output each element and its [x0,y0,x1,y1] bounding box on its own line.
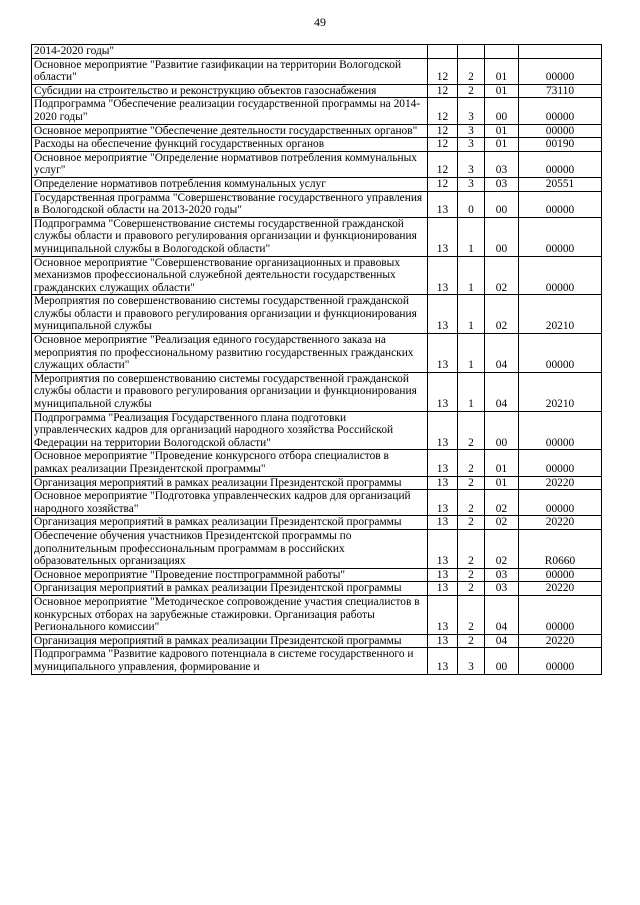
table-row [32,595,602,634]
table-row [32,490,602,516]
table-row [32,138,602,152]
row-description: Мероприятия по совершенствованию системы государственной гражданской службы области и правового регулирования организации и функционирования муниципальной службы [32,295,428,334]
code-subprogram: 1 [458,334,485,373]
code-activity: 03 [485,177,519,191]
code-program: 12 [428,177,458,191]
code-subprogram: 2 [458,634,485,648]
code-subprogram: 1 [458,372,485,411]
code-subprogram [458,45,485,59]
row-description: Организация мероприятий в рамках реализации Президентской программы [32,582,428,596]
code-program: 12 [428,124,458,138]
code-direction: 00000 [519,124,602,138]
row-description: Основное мероприятие "Совершенствование организационных и правовых механизмов профессиональной служебной деятельности государственных гражданских служащих области" [32,256,428,295]
code-program: 13 [428,372,458,411]
code-direction: 00000 [519,334,602,373]
row-description: Мероприятия по совершенствованию системы государственной гражданской службы области и правового регулирования организации и функционирования муниципальной службы [32,372,428,411]
table-row [32,58,602,84]
code-subprogram: 2 [458,450,485,476]
code-program: 12 [428,98,458,124]
code-activity: 00 [485,191,519,217]
table-row [32,98,602,124]
code-direction: 20220 [519,634,602,648]
code-subprogram: 2 [458,529,485,568]
table-row [32,151,602,177]
row-description: Организация мероприятий в рамках реализации Президентской программы [32,476,428,490]
table-row [32,450,602,476]
code-activity: 03 [485,568,519,582]
code-direction: 20220 [519,582,602,596]
code-direction: 73110 [519,84,602,98]
table-row [32,648,602,674]
code-program: 13 [428,256,458,295]
code-activity: 00 [485,98,519,124]
code-direction: 00000 [519,490,602,516]
table-row [32,295,602,334]
table-row [32,177,602,191]
row-description: Основное мероприятие "Методическое сопровождение участия специалистов в конкурсных отборах на зарубежные стажировки. Организация работы Регионального комиссии" [32,595,428,634]
code-direction: 20220 [519,476,602,490]
code-activity: 02 [485,256,519,295]
row-description: Определение нормативов потребления коммунальных услуг [32,177,428,191]
row-description: 2014-2020 годы" [32,45,428,59]
code-program: 13 [428,191,458,217]
table-row [32,582,602,596]
code-activity: 04 [485,334,519,373]
row-description: Подпрограмма "Совершенствование системы государственной гражданской службы области и правового регулирования организации и функционирования муниципальной службы в Вологодской области" [32,217,428,256]
code-activity: 00 [485,648,519,674]
code-program: 13 [428,490,458,516]
code-direction: 00190 [519,138,602,152]
code-subprogram: 0 [458,191,485,217]
row-description: Подпрограмма "Обеспечение реализации государственной программы на 2014-2020 годы" [32,98,428,124]
code-activity: 01 [485,138,519,152]
page-number: 49 [314,15,326,29]
code-direction: 00000 [519,191,602,217]
code-program [428,45,458,59]
code-activity: 01 [485,84,519,98]
code-program: 13 [428,568,458,582]
code-direction: 00000 [519,450,602,476]
table-row [32,124,602,138]
code-subprogram: 2 [458,411,485,450]
code-activity: 02 [485,529,519,568]
row-description: Основное мероприятие "Развитие газификации на территории Вологодской области" [32,58,428,84]
code-program: 13 [428,450,458,476]
table-row [32,217,602,256]
code-activity: 04 [485,372,519,411]
code-subprogram: 3 [458,124,485,138]
code-program: 12 [428,58,458,84]
code-direction: 00000 [519,411,602,450]
row-description: Организация мероприятий в рамках реализации Президентской программы [32,516,428,530]
code-program: 13 [428,516,458,530]
code-program: 13 [428,595,458,634]
code-subprogram: 2 [458,582,485,596]
code-subprogram: 1 [458,256,485,295]
code-program: 13 [428,334,458,373]
row-description: Организация мероприятий в рамках реализации Президентской программы [32,634,428,648]
code-activity: 02 [485,490,519,516]
code-direction: 00000 [519,217,602,256]
code-activity: 03 [485,582,519,596]
row-description: Государственная программа "Совершенствование государственного управления в Вологодской области на 2013-2020 годы" [32,191,428,217]
table-row [32,411,602,450]
code-activity: 01 [485,58,519,84]
code-subprogram: 2 [458,490,485,516]
row-description: Подпрограмма "Развитие кадрового потенциала в системе государственного и муниципального управления, формирование и [32,648,428,674]
row-description: Основное мероприятие "Обеспечение деятельности государственных органов" [32,124,428,138]
row-description: Основное мероприятие "Реализация единого государственного заказа на мероприятия по профессиональному развитию государственных гражданских служащих области" [32,334,428,373]
row-description: Обеспечение обучения участников Президентской программы по дополнительным профессиональным программам в российских образовательных организациях [32,529,428,568]
code-program: 13 [428,529,458,568]
code-subprogram: 2 [458,568,485,582]
code-activity [485,45,519,59]
table-row [32,334,602,373]
code-program: 13 [428,582,458,596]
code-direction: 00000 [519,648,602,674]
table-row [32,45,602,59]
code-activity: 01 [485,450,519,476]
code-activity: 02 [485,516,519,530]
table-row [32,476,602,490]
code-subprogram: 3 [458,138,485,152]
code-subprogram: 3 [458,177,485,191]
row-description: Основное мероприятие "Определение нормативов потребления коммунальных услуг" [32,151,428,177]
code-direction: 20551 [519,177,602,191]
code-program: 12 [428,84,458,98]
code-subprogram: 2 [458,84,485,98]
code-activity: 02 [485,295,519,334]
code-program: 13 [428,648,458,674]
code-program: 13 [428,411,458,450]
table-row [32,529,602,568]
code-direction: 00000 [519,151,602,177]
code-activity: 01 [485,124,519,138]
code-direction [519,45,602,59]
row-description: Основное мероприятие "Проведение постпрограммной работы" [32,568,428,582]
code-direction: 20220 [519,516,602,530]
code-activity: 01 [485,476,519,490]
code-subprogram: 3 [458,98,485,124]
table-row [32,256,602,295]
code-subprogram: 2 [458,595,485,634]
table-row [32,568,602,582]
code-program: 12 [428,151,458,177]
table-row [32,191,602,217]
code-subprogram: 1 [458,217,485,256]
row-description: Расходы на обеспечение функций государственных органов [32,138,428,152]
code-activity: 04 [485,634,519,648]
code-subprogram: 2 [458,58,485,84]
code-program: 13 [428,634,458,648]
budget-classification-table [31,44,602,675]
code-direction: R0660 [519,529,602,568]
code-activity: 00 [485,217,519,256]
code-direction: 20210 [519,372,602,411]
code-activity: 00 [485,411,519,450]
code-activity: 03 [485,151,519,177]
table-row [32,372,602,411]
code-direction: 00000 [519,58,602,84]
row-description: Подпрограмма "Реализация Государственного плана подготовки управленческих кадров для организаций народного хозяйства Российской Федерации на территории Вологодской области" [32,411,428,450]
row-description: Основное мероприятие "Подготовка управленческих кадров для организаций народного хозяйства" [32,490,428,516]
code-program: 12 [428,138,458,152]
code-direction: 00000 [519,595,602,634]
code-direction: 00000 [519,568,602,582]
code-subprogram: 2 [458,516,485,530]
table-row [32,634,602,648]
code-activity: 04 [485,595,519,634]
code-subprogram: 3 [458,648,485,674]
code-program: 13 [428,217,458,256]
code-direction: 00000 [519,98,602,124]
code-subprogram: 1 [458,295,485,334]
code-program: 13 [428,295,458,334]
table-row [32,516,602,530]
code-program: 13 [428,476,458,490]
row-description: Субсидии на строительство и реконструкцию объектов газоснабжения [32,84,428,98]
code-subprogram: 3 [458,151,485,177]
row-description: Основное мероприятие "Проведение конкурсного отбора специалистов в рамках реализации Президентской программы" [32,450,428,476]
code-subprogram: 2 [458,476,485,490]
code-direction: 20210 [519,295,602,334]
code-direction: 00000 [519,256,602,295]
table-row [32,84,602,98]
